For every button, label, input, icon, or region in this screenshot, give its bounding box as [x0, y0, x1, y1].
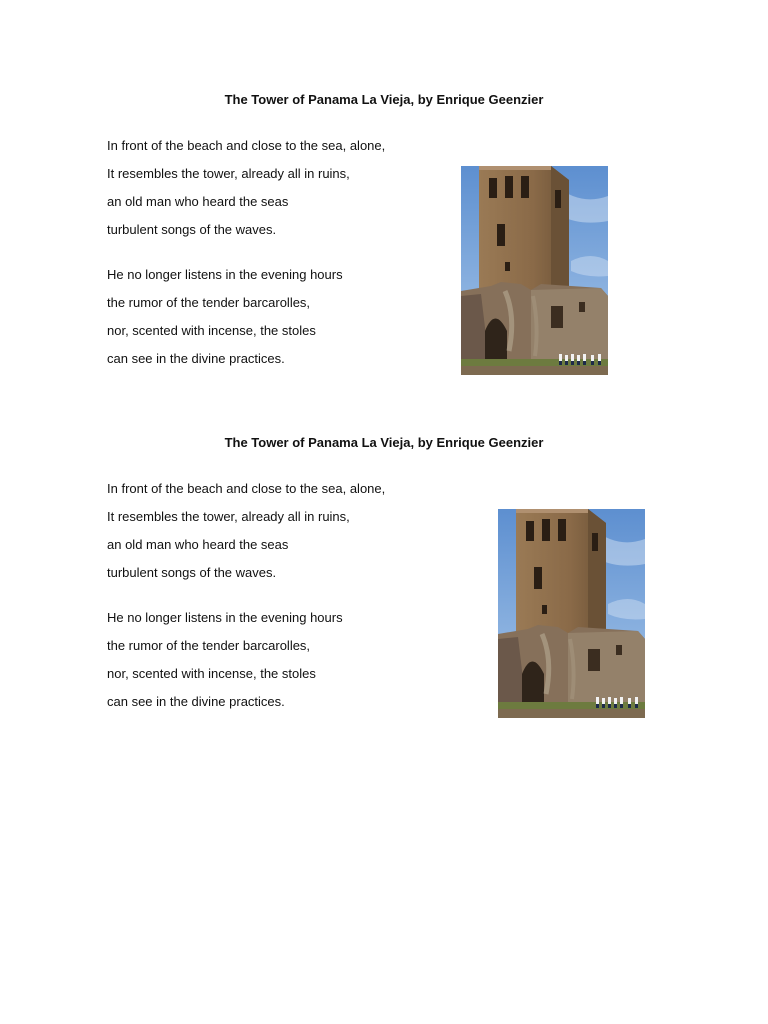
poem-line: can see in the divine practices. — [107, 694, 285, 709]
stanza — [107, 480, 385, 592]
poem-line: the rumor of the tender barcarolles, — [107, 638, 311, 653]
poem-line: the rumor of the tender barcarolles, — [107, 295, 311, 310]
poem-line: turbulent songs of the waves. — [107, 565, 277, 580]
stanza — [107, 137, 385, 249]
poem-line: can see in the divine practices. — [107, 351, 285, 366]
poem-title: The Tower of Panama La Vieja, by Enrique Geenzier — [224, 435, 544, 450]
poem-line: an old man who heard the seas — [107, 194, 289, 209]
stanza — [107, 609, 343, 721]
poem-title: The Tower of Panama La Vieja, by Enrique Geenzier — [224, 92, 544, 107]
poem-line: In front of the beach and close to the sea, alone, — [107, 138, 386, 153]
poem-line: In front of the beach and close to the sea, alone, — [107, 481, 386, 496]
poem-line: an old man who heard the seas — [107, 537, 289, 552]
tower-ruins-photo — [498, 509, 645, 718]
poem-line: He no longer listens in the evening hours — [107, 267, 343, 282]
poem-line: It resembles the tower, already all in ruins, — [107, 509, 350, 524]
poem-line: He no longer listens in the evening hours — [107, 610, 343, 625]
poem-line: nor, scented with incense, the stoles — [107, 323, 316, 338]
tower-ruins-photo — [461, 166, 608, 375]
stanza — [107, 266, 343, 378]
poem-line: It resembles the tower, already all in ruins, — [107, 166, 350, 181]
poem-line: turbulent songs of the waves. — [107, 222, 277, 237]
poem-line: nor, scented with incense, the stoles — [107, 666, 316, 681]
